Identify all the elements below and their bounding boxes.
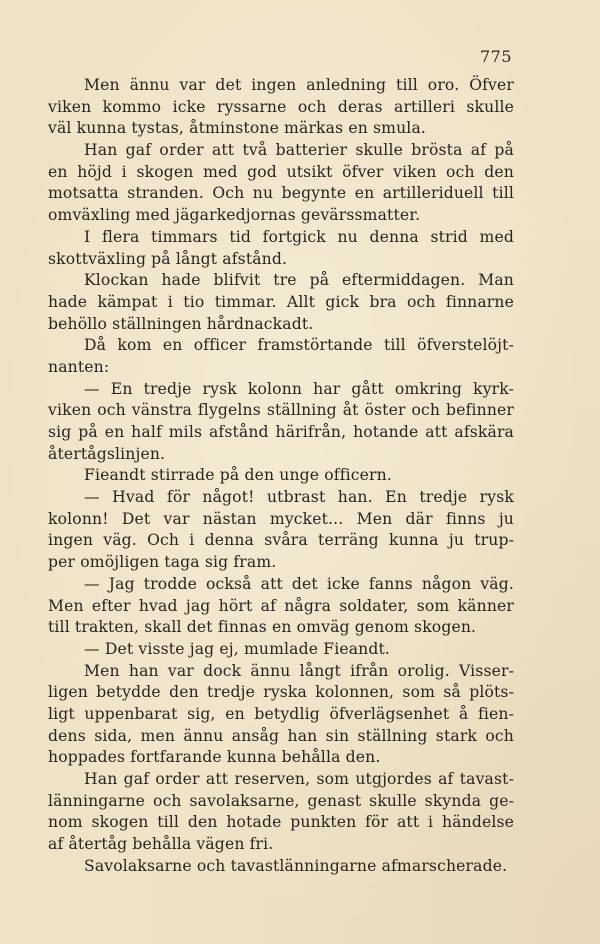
text-line: — Jag trodde också att det icke fanns någon väg. xyxy=(84,574,514,593)
text-line: ligen betydde den tredje ryska kolonnen, som så plöts- xyxy=(48,683,514,702)
text-line: Men efter hvad jag hört af några soldater, som känner xyxy=(48,596,514,615)
text-line: skottväxling på långt afstånd. xyxy=(48,249,288,268)
text-line: Fieandt stirrade på den unge officern. xyxy=(84,466,392,485)
text-line: per omöjligen taga sig fram. xyxy=(48,553,277,572)
text-line: Han gaf order att två batterier skulle brösta af på xyxy=(84,141,514,160)
text-line: Då kom en officer framstörtande till öfverstelöjt- xyxy=(84,336,514,355)
text-line: — Hvad för något! utbrast han. En tredje rysk xyxy=(84,488,514,507)
text-line: sig på en half mils afstånd härifrån, hotande att afskära xyxy=(48,423,514,441)
text-line: motsatta stranden. Och nu begynte en artilleriduell till xyxy=(48,184,514,203)
text-line: kolonn! Det var nästan mycket... Men där finns ju xyxy=(48,509,514,528)
text-line: viken kommo icke ryssarne och deras artilleri skulle xyxy=(48,97,514,116)
text-line: Men ännu var det ingen anledning till oro. Öfver xyxy=(84,76,514,94)
text-line: väl kunna tystas, åtminstone märkas en smula. xyxy=(48,119,426,138)
text-line: nom skogen till den hotade punkten för att i händelse xyxy=(48,813,514,832)
text-line: Han gaf order att reserven, som utgjordes af tavast- xyxy=(84,770,514,788)
text-line: behöllo ställningen hårdnackadt. xyxy=(48,314,314,333)
text-line: hade kämpat i tio timmar. Allt gick bra och finnarne xyxy=(48,292,514,311)
text-line: — En tredje rysk kolonn har gått omkring kyrk- xyxy=(84,379,514,398)
text-line: viken och vänstra flygelns ställning åt öster och befinner xyxy=(48,401,514,420)
body-text xyxy=(48,75,514,877)
text-line: återtågslinjen. xyxy=(48,444,166,463)
text-line: ligt uppenbarat sig, en betydlig öfverlägsenhet å fien- xyxy=(48,704,514,723)
text-line: en höjd i skogen med god utsikt öfver viken och den xyxy=(48,162,514,181)
text-line: länningarne och savolaksarne, genast skulle skynda ge- xyxy=(48,791,514,810)
text-line: af återtåg behålla vägen fri. xyxy=(48,835,274,854)
text-line: — Det visste jag ej, mumlade Fieandt. xyxy=(84,639,391,658)
text-line: dens sida, men ännu ansåg han sin ställning stark och xyxy=(48,726,514,745)
text-line: nanten: xyxy=(48,357,110,376)
text-line: ingen väg. Och i denna svåra terräng kunna ju trup- xyxy=(48,531,514,550)
page-number: 775 xyxy=(479,47,512,66)
text-line: Klockan hade blifvit tre på eftermiddagen. Man xyxy=(84,271,514,290)
text-line: Savolaksarne och tavastlänningarne afmarscherade. xyxy=(84,856,508,875)
text-line: hoppades fortfarande kunna behålla den. xyxy=(48,748,381,767)
text-line: till trakten, skall det finnas en omväg genom skogen. xyxy=(48,618,477,637)
text-line: I flera timmars tid fortgick nu denna strid med xyxy=(84,227,514,246)
text-line: omväxling med jägarkedjornas gevärssmatter. xyxy=(48,206,421,225)
text-line: Men han var dock ännu långt ifrån orolig. Visser- xyxy=(84,661,514,680)
